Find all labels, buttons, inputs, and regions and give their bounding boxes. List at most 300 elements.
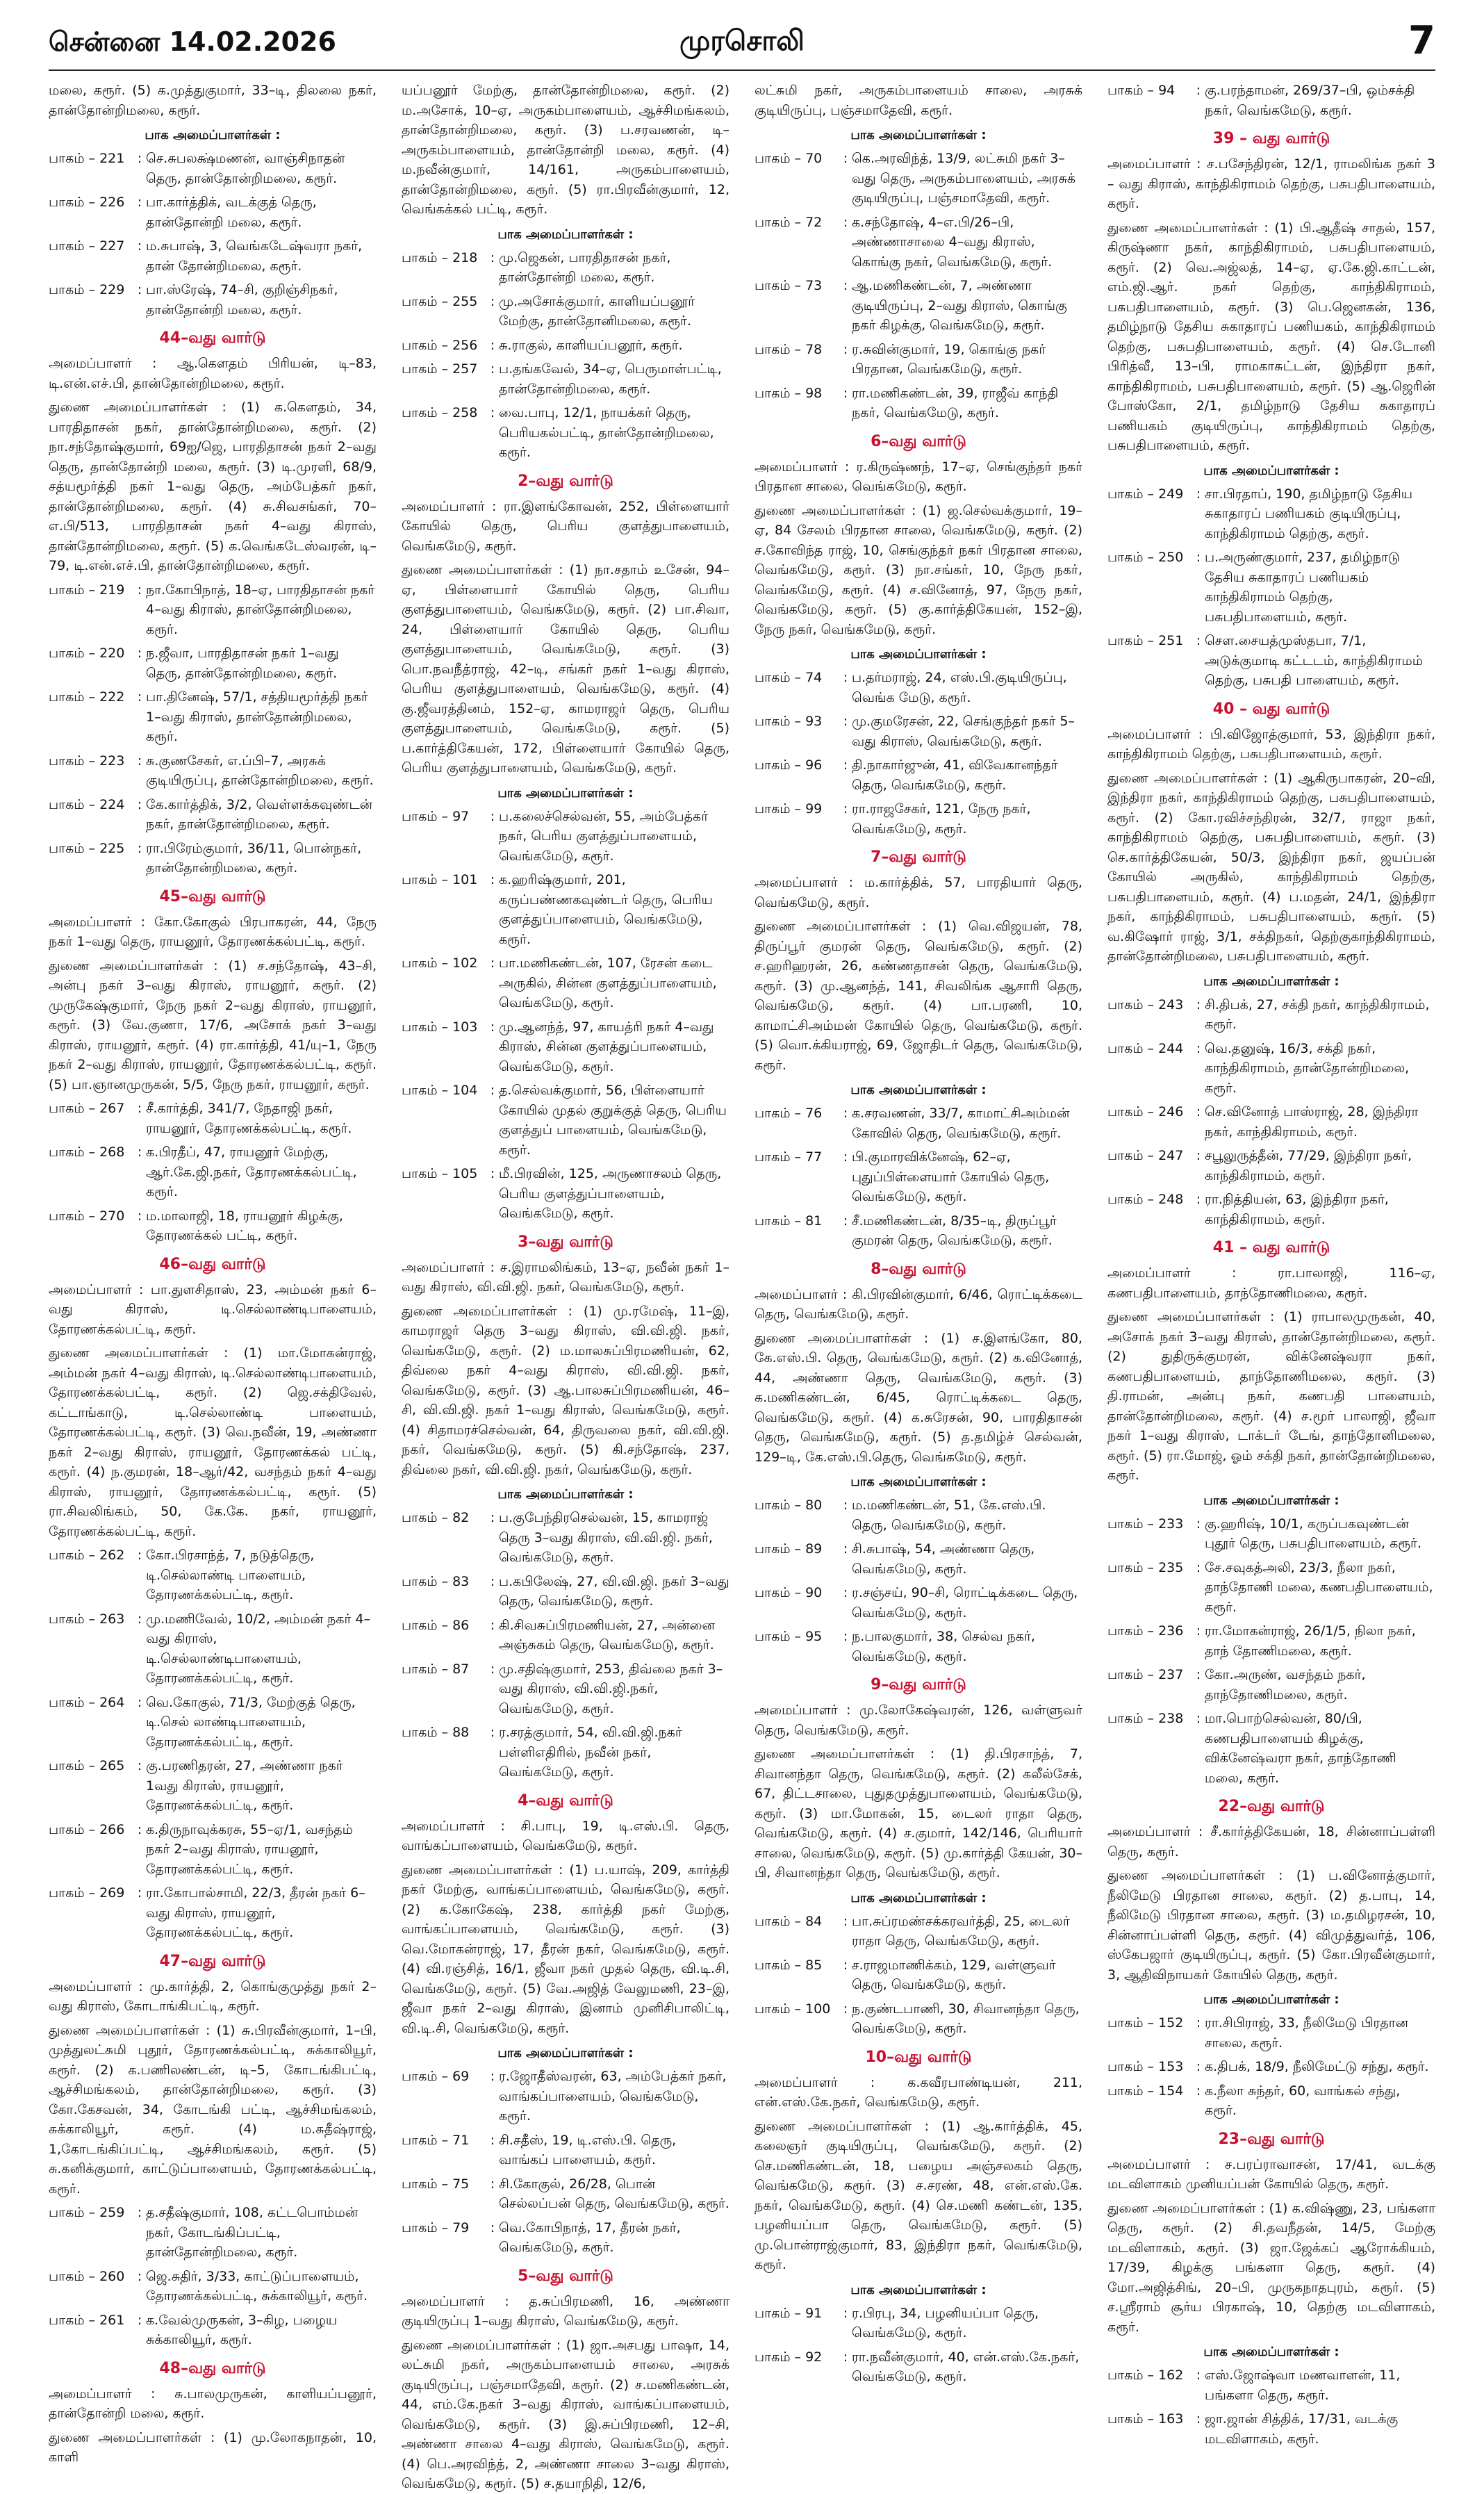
booth-number: பாகம் – 237 xyxy=(1107,1667,1184,1682)
separator-colon: : xyxy=(137,238,142,254)
separator-colon: : xyxy=(843,2001,848,2017)
booth-person: ர.சுவின்குமார், 19, கொங்கு நகர் பிரதான, வெங்கமேடு, கரூர். xyxy=(852,341,1046,377)
subheading: பாக அமைப்பாளர்கள் : xyxy=(850,2282,987,2297)
booth-row xyxy=(49,236,377,276)
column-1 xyxy=(49,81,377,2465)
separator-colon: : xyxy=(843,714,848,729)
booth-number: பாகம் – 255 xyxy=(402,293,478,309)
separator-colon: : xyxy=(1196,1667,1201,1682)
booth-person: ர.ஜோதீஸ்வரன், 63, அம்பேத்கர் நகர், வாங்கப்பாளையம், வெங்கமேடு, கரூர். xyxy=(499,2069,727,2124)
separator-colon: : xyxy=(490,1166,495,1181)
booth-number: பாகம் – 92 xyxy=(755,2349,823,2365)
booth-number: பாகம் – 86 xyxy=(402,1617,470,1633)
booth-number: பாகம் – 78 xyxy=(755,341,823,357)
booth-row xyxy=(755,799,1082,839)
booth-row xyxy=(49,1206,377,1246)
booth-list xyxy=(755,668,1082,839)
booth-number: பாகம் – 153 xyxy=(1107,2059,1184,2074)
booth-row xyxy=(402,2218,729,2258)
paragraph: துணை அமைப்பாளர்கள் : (1) மா.மோகன்ராஜ், அம்மன் நகர் 4–வது கிராஸ், டி.செல்லாண்டிபாளையம், தோரணக்கல்பட்டி, கரூர். (2) ஜெ.சக்திவேல், கட்டாங்காடு, டி.செல்லாண்டி பாளையம், தோரணக்கல்பட்டி, கரூர். (3) வெ.நவீன், 19, அண்ணா நகர் 2–வது கிராஸ், ராயனூர், தோரணக்கல் பட்டி, கரூர். (4) ந.குமரன், 18–ஆர்/42, வசந்தம் நகர் 4–வது கிராஸ், ராயனூர், தோரணக்கல்பட்டி, கரூர். (5) ரா.சிவலிங்கம், 50, கே.கே. நகர், ராயனூர், தோரணக்கல்பட்டி, கரூர். xyxy=(49,1345,377,1539)
booth-person: செ.சுபலக்ஷ்மணன், வாஞ்சிநாதன் தெரு, தான்தோன்றிமலை, கரூர். xyxy=(146,151,345,186)
booth-number: பாகம் – 247 xyxy=(1107,1148,1184,1163)
booth-number: பாகம் – 265 xyxy=(49,1758,125,1773)
ward-heading: 47–வது வார்டு xyxy=(159,1952,266,1970)
booth-person: ஜா.ஜான் சித்திக், 17/31, வடக்கு மடவிளாகம், கரூர். xyxy=(1205,2411,1399,2447)
separator-colon: : xyxy=(1196,1623,1201,1639)
booth-row xyxy=(755,1955,1082,1995)
booth-number: பாகம் – 244 xyxy=(1107,1040,1184,1056)
booth-number: பாகம் – 268 xyxy=(49,1145,125,1160)
booth-row xyxy=(755,1583,1082,1623)
column-4 xyxy=(1107,81,1435,2447)
booth-number: பாகம் – 69 xyxy=(402,2069,470,2084)
booth-person: சி.சதீஸ், 19, டி.எஸ்.பி. தெரு, வாங்கப் பாளையம், கரூர். xyxy=(499,2132,677,2167)
booth-number: பாகம் – 87 xyxy=(402,1661,470,1677)
booth-person: கோ.அருண், வசந்தம் நகர், தாந்தோணிமலை, கரூர். xyxy=(1205,1667,1366,1703)
booth-row xyxy=(402,1616,729,1655)
booth-person: ந.குண்டபாணி, 30, சிவானந்தா தெரு, வெங்கமேடு, கரூர். xyxy=(852,2001,1080,2036)
booth-list xyxy=(755,1104,1082,1251)
paragraph: துணை அமைப்பாளர்கள் : (1) ப.யாஷ், 209, கார்த்தி நகர் மேற்கு, வாங்கப்பாளையம், வெங்கமேடு, கரூர். (2) க.கோகேஷ், 238, கார்த்தி நகர் மேற்கு, வாங்கப்பாளையம், வெங்கமேடு, கரூர். (3) வெ.மோகன்ராஜ், 17, தீரன் நகர், வெங்கமேடு, கரூர். (4) வி.ரஞ்சித், 16/1, ஜீவா நகர் முதல் தெரு, வி.டி.சி, வெங்கமேடு, கரூர். (5) வே.அஜித் வேலுமணி, 23–இ, ஜீவா நகர் 2–வது கிராஸ், இனாம் முனிசிபாலிட்டி, வி.டி.சி, வெங்கமேடு, கரூர். xyxy=(402,1862,729,2036)
paragraph: துணை அமைப்பாளர்கள் : (1) நா.சதாம் உசேன், 94–ஏ, பிள்ளையார் கோயில் தெரு, பெரிய குளத்துபாளையம், வெங்கமேடு, கரூர். (2) பா.சிவா, 24, பிள்ளையார் கோயில் தெரு, பெரிய குளத்துபாளையம், வெங்கமேடு, கரூர். (3) பொ.நவநீத்ராஜ், 42–டி, சங்கர் நகர் 1–வது கிராஸ், பெரிய குளத்துபாளையம், வெங்கமேடு, கரூர். (4) கு.ஜீவரத்தினம், 152–ஏ, காமராஜர் தெரு, பெரிய குளத்துபாளையம், வெங்கமேடு, கரூர். (5) ப.கார்த்திகேயன், 172, பிள்ளையார் கோயில் தெரு, பெரிய குளத்துபாளையம், வெங்கமேடு, கரூர். xyxy=(402,562,729,776)
booth-row xyxy=(49,2203,377,2263)
separator-colon: : xyxy=(490,2176,495,2192)
booth-person: ம.மணிகண்டன், 51, கே.எஸ்.பி. தெரு, வெங்கமேடு, கரூர். xyxy=(852,1498,1046,1533)
separator-colon: : xyxy=(490,293,495,309)
booth-person: க.ஹரிஷ்குமார், 201, கருப்பண்ணகவுண்டர் தெரு, பெரிய குளத்துப்பாளையம், வெங்கமேடு, கரூர். xyxy=(499,872,713,947)
booth-list xyxy=(1107,2013,1435,2121)
booth-row xyxy=(402,1723,729,1782)
booth-number: பாகம் – 101 xyxy=(402,872,478,887)
booth-person: க.வேல்முருகன், 3–கிழ, பழைய சுக்காலியூர், கரூர். xyxy=(146,2312,338,2347)
booth-person: ப.தர்மராஜ், 24, எஸ்.பி.குடியிருப்பு, வெங்க மேடு, கரூர். xyxy=(852,670,1067,705)
booth-row xyxy=(755,712,1082,751)
booth-person: ந.ஜீவா, பாரதிதாசன் நகர் 1–வது தெரு, தான்தோன்றிமலை, கரூர். xyxy=(146,646,339,681)
booth-person: சி.சுபாஷ், 54, அண்ணா தெரு, வெங்கமேடு, கரூர். xyxy=(852,1541,1035,1577)
paragraph: துணை அமைப்பாளர்கள் : (1) ஆ.கார்த்திக், 45, கலைஞர் குடியிருப்பு, வெங்கமேடு, கரூர். (2) செ.மணிகண்டன், 18, பழைய அஞ்சலகம் தெரு, வெங்கமேடு, கரூர். (3) ச.சரண், 48, என்.எஸ்.கே. நகர், வெங்கமேடு, கரூர். (4) செ.மணி கண்டன், 135, பழனியப்பா தெரு, வெங்கமேடு, கரூர். (5) மு.பொன்ராஜ்குமார், 83, இந்திரா நகர், வெங்கமேடு, கரூர். xyxy=(755,2118,1082,2272)
paragraph: துணை அமைப்பாளர்கள் : (1) ராபாலமுருகன், 40, அசோக் நகர் 3–வது கிராஸ், தான்தோன்றிமலை, கரூர். (2) துதிருக்குமரன், விக்னேஷ்வரா நகர், கணபதிபாளையம், தாந்தோணிமலை, கரூர். (3) தி.ராமன், அன்பு நகர், கணபதி பாளையம், தான்தோன்றிமலை, கரூர். (4) ச.மூர் பாலாஜி, ஜீவா நகர் 1–வது கிராஸ், டாக்டர் டேங், தாந்தோனிமலை, கரூர். (5) ரா.மோஜ், ஓம் சக்தி நகர், தான்தோன்றிமலை, கரூர். xyxy=(1107,1309,1435,1483)
paragraph: மலை, கரூர். (5) க.முத்துகுமார், 33–டி, திலலை நகர், தான்தோன்றிமலை, கரூர். xyxy=(49,83,377,118)
booth-row xyxy=(755,2347,1082,2387)
booth-person: க.சந்தோஷ், 4–எ.பி/26–பி, அண்ணாசாலை 4–வது கிராஸ், கொங்கு நகர், வெங்கமேடு, கரூர். xyxy=(852,214,1053,270)
booth-row xyxy=(755,668,1082,707)
booth-row xyxy=(1107,1146,1435,1186)
subheading: பாக அமைப்பாளர்கள் : xyxy=(1203,1992,1339,2007)
column-3 xyxy=(755,81,1082,2384)
separator-colon: : xyxy=(137,151,142,166)
booth-row xyxy=(402,248,729,288)
booth-person: ந.பாலகுமார், 38, செல்வ நகர், வெங்கமேடு, கரூர். xyxy=(852,1629,1035,1664)
ward-heading: 41 – வது வார்டு xyxy=(1212,1239,1330,1256)
booth-number: பாகம் – 249 xyxy=(1107,486,1184,502)
booth-number: பாகம் – 97 xyxy=(402,808,470,824)
booth-row xyxy=(49,280,377,320)
booth-list xyxy=(755,2304,1082,2387)
booth-number: பாகம் – 99 xyxy=(755,801,823,817)
booth-person: சீ.கார்த்தி, 341/7, நேதாஜி நகர், ராயனூர், தோரணக்கல்பட்டி, கரூர். xyxy=(146,1101,352,1136)
booth-list xyxy=(1107,995,1435,1230)
paragraph: அமைப்பாளர் : த.சுப்பிரமணி, 16, அண்ணா குடியிருப்பு 1–வது கிராஸ், வெங்கமேடு, கரூர். xyxy=(402,2293,729,2329)
booth-number: பாகம் – 219 xyxy=(49,582,125,598)
booth-row xyxy=(402,953,729,1013)
paragraph: துணை அமைப்பாளர்கள் : (1) சு.பிரவீன்குமார், 1–பி, முத்துலட்சுமி புதூர், தோரணக்கல்பட்டி, சுக்காலியூர், கரூர். (2) க.பணிலண்டன், டி–5, கோடங்கிபட்டி, ஆச்சிமங்கலம், தான்தோன்றிமலை, கரூர். (3) கோ.கேசவன், 34, கோடங்கி பட்டி, ஆச்சிமங்கலம், சுக்காலியூர், கரூர். (4) ம.சுதீஷ்ராஜ், 1,கோடங்கிப்பட்டி, ஆச்சிமங்கலம், கரூர். (5) சு.கனிக்குமார், காட்டுப்பாளையம், தோரணக்கல்பட்டி, கரூர். xyxy=(49,2022,377,2197)
booth-list xyxy=(402,807,729,1224)
page-number: 7 xyxy=(1408,18,1435,63)
booth-person: க.திபக், 18/9, நீலிமேட்டு சந்து, கரூர். xyxy=(1205,2059,1429,2074)
booth-number: பாகம் – 262 xyxy=(49,1548,125,1563)
separator-colon: : xyxy=(137,2312,142,2328)
booth-list xyxy=(402,1508,729,1782)
booth-number: பாகம் – 152 xyxy=(1107,2015,1184,2031)
booth-person: ச.ராஜமாணிக்கம், 129, வள்ளுவர் தெரு, வெங்கமேடு, கரூர். xyxy=(852,1957,1056,1992)
booth-number: பாகம் – 94 xyxy=(1107,83,1176,98)
separator-colon: : xyxy=(490,1661,495,1677)
booth-row xyxy=(49,1693,377,1753)
separator-colon: : xyxy=(490,1573,495,1589)
booth-row xyxy=(755,1539,1082,1579)
separator-colon: : xyxy=(843,1913,848,1929)
booth-row xyxy=(1107,1039,1435,1099)
booth-list xyxy=(755,1912,1082,2039)
separator-colon: : xyxy=(490,1725,495,1740)
booth-number: பாகம் – 98 xyxy=(755,385,823,401)
subheading: பாக அமைப்பாளர்கள் : xyxy=(1203,974,1339,989)
booth-number: பாகம் – 270 xyxy=(49,1208,125,1224)
paragraph: அமைப்பாளர் : சீ.கார்த்திகேயன், 18, சின்னாப்பள்ளி தெரு, கரூர். xyxy=(1107,1824,1435,1860)
booth-list xyxy=(1107,484,1435,691)
separator-colon: : xyxy=(843,1957,848,1973)
ward-heading: 9–வது வார்டு xyxy=(871,1676,966,1693)
booth-person: பி.குமாரவிக்னேஷ், 62–ஏ, புதுப்பிள்ளையார் கோயில் தெரு, வெங்கமேடு, கரூர். xyxy=(852,1149,1050,1204)
separator-colon: : xyxy=(1196,2411,1201,2427)
paragraph: துணை அமைப்பாளர்கள் : (1) வெ.விஜயன், 78, திருப்பூர் குமரன் தெரு, வெங்கமேடு, கரூர். (2) ச.ஹரிஹரன், 26, கண்ணதாசன் தெரு, வெங்கமேடு, கரூர். (3) மு.ஆனந்த், 141, சிவலிங்க ஆசாரி தெரு, வெங்கமேடு, கரூர். (4) பா.பரணி, 10, காமாட்சிஅம்மன் கோயில் தெரு, வெங்கமேடு, கரூர். (5) வொ.க்கியராஜ், 69, ஜோதிடர் தெரு, வெங்கமேடு, கரூர். xyxy=(755,919,1082,1073)
subheading: பாக அமைப்பாளர்கள் : xyxy=(850,1083,987,1097)
booth-number: பாகம் – 250 xyxy=(1107,550,1184,565)
paragraph: அமைப்பாளர் : சு.பாலமுருகன், காளியப்பனூர், தான்தோன்றி மலை, கரூர். xyxy=(49,2386,377,2421)
separator-colon: : xyxy=(137,646,142,661)
booth-person: சி.கோகுல், 26/28, பொன் செல்லப்பன் தெரு, வெங்கமேடு, கரூர். xyxy=(499,2176,729,2211)
paragraph: அமைப்பாளர் : ச.பரப்ராவாசன், 17/41, வடக்கு மடவிளாகம் முனியப்பன் கோயில் தெரு, கரூர். xyxy=(1107,2156,1435,2192)
booth-person: கு.பரணிதரன், 27, அண்ணா நகர் 1வது கிராஸ், ராயனூர், தோரணக்கல்பட்டி, கரூர். xyxy=(146,1758,343,1813)
booth-number: பாகம் – 95 xyxy=(755,1629,823,1644)
booth-person: க.சரவணன், 33/7, காமாட்சிஅம்மன் கோவில் தெரு, வெங்கமேடு, கரூர். xyxy=(852,1106,1070,1141)
separator-colon: : xyxy=(137,1101,142,1116)
separator-colon: : xyxy=(843,278,848,293)
separator-colon: : xyxy=(843,1629,848,1644)
booth-list xyxy=(402,248,729,463)
booth-number: பாகம் – 266 xyxy=(49,1821,125,1837)
booth-person: மு.மணிவேல், 10/2, அம்மன் நகர் 4–வது கிராஸ், டி.செல்லாண்டிபாளையம், தோரணக்கல்பட்டி, கரூர். xyxy=(146,1611,371,1686)
booth-person: சபூலுருத்தீன், 77/29, இந்திரா நகர், காந்திகிராமம், கரூர். xyxy=(1205,1148,1412,1183)
booth-number: பாகம் – 221 xyxy=(49,151,125,166)
booth-person: ப.கபிலேஷ், 27, வி.வி.ஜி. நகர் 3–வது தெரு, வெங்கமேடு, கரூர். xyxy=(499,1573,729,1609)
booth-number: பாகம் – 229 xyxy=(49,282,125,297)
paragraph: துணை அமைப்பாளர்கள் : (1) ஜ.செல்வக்குமார், 19–ஏ, 84 சேலம் பிரதான சாலை, வெங்கமேடு, கரூர். (2) ச.கோவிந்த ராஜ், 10, செங்குந்தர் நகர் பிரதான சாலை, வெங்கமேடு, கரூர். (3) நா.சங்கர், 10, நேரு நகர், வெங்கமேடு, கரூர். (4) ச.வினோத், 97, நேரு நகர், வெங்கமேடு, கரூர். (5) கு.கார்த்திகேயன், 152–இ, நேரு நகர், வெங்கமேடு, கரூர். xyxy=(755,502,1082,637)
booth-row xyxy=(49,1545,377,1605)
separator-colon: : xyxy=(137,1758,142,1773)
booth-row xyxy=(1107,1102,1435,1142)
separator-colon: : xyxy=(843,385,848,401)
separator-colon: : xyxy=(137,1208,142,1224)
booth-row xyxy=(1107,1665,1435,1705)
separator-colon: : xyxy=(137,1885,142,1901)
booth-person: வெ.கோபிநாத், 17, தீரன் நகர், வெங்கமேடு, கரூர். xyxy=(499,2220,681,2255)
booth-number: பாகம் – 225 xyxy=(49,840,125,856)
subheading: பாக அமைப்பாளர்கள் : xyxy=(850,128,987,142)
booth-number: பாகம் – 260 xyxy=(49,2268,125,2284)
separator-colon: : xyxy=(490,2069,495,2084)
booth-row xyxy=(49,2311,377,2350)
booth-row xyxy=(755,2304,1082,2343)
booth-number: பாகம் – 257 xyxy=(402,361,478,377)
city-date: சென்னை 14.02.2026 xyxy=(49,26,336,57)
booth-person: ரா.சிபிராஜ், 33, நீலிமேடு பிரதான சாலை, கரூர். xyxy=(1205,2015,1409,2051)
booth-row xyxy=(755,340,1082,379)
paragraph: அமைப்பாளர் : கோ.கோகுல் பிரபாகரன், 44, நேரு நகர் 1–வது தெரு, ராயனூர், தோரணக்கல்பட்டி, கரூர். xyxy=(49,914,377,949)
separator-colon: : xyxy=(490,1083,495,1098)
separator-colon: : xyxy=(490,808,495,824)
booth-person: மா.பொற்செல்வன், 80/பி, கணபதிபாளையம் கிழக்கு, விக்னேஷ்வரா நகர், தாந்தோணி மலை, கரூர். xyxy=(1205,1711,1396,1786)
booth-row xyxy=(755,276,1082,336)
booth-person: ர.சரத்குமார், 54, வி.வி.ஜி.நகர் பள்ளிஎதிரில், நவீன் நகர், வெங்கமேடு, கரூர். xyxy=(499,1725,682,1780)
booth-person: க.திருநாவுக்கரசு, 55–ஏ/1, வசந்தம் நகர் 2–வது கிராஸ், ராயனூர், தோரணக்கல்பட்டி, கரூர். xyxy=(146,1821,353,1877)
booth-person: சா.பிரதாப், 190, தமிழ்நாடு தேசிய சுகாதாரப் பணியகம் குடியிருப்பு, காந்திகிராமம் தெற்கு, கரூர். xyxy=(1205,486,1413,541)
ward-heading: 40 – வது வார்டு xyxy=(1212,700,1330,718)
booth-row xyxy=(1107,1558,1435,1618)
paragraph: அமைப்பாளர் : ரா.இளங்கோவன், 252, பிள்ளையார் கோயில் தெரு, பெரிய குளத்துபாளையம், வெங்கமேடு, கரூர். xyxy=(402,498,729,554)
paragraph: அமைப்பாளர் : கி.பிரவின்குமார், 6/46, ரொட்டிக்கடை தெரு, வெங்கமேடு, கரூர். xyxy=(755,1286,1082,1322)
booth-person: ஜெ.சுதிர், 3/33, காட்டுப்பாளையம், தோரணக்கல்பட்டி, சுக்காலியூர், கரூர். xyxy=(146,2268,368,2304)
separator-colon: : xyxy=(137,1611,142,1627)
booth-row xyxy=(755,1147,1082,1207)
paragraph: துணை அமைப்பாளர்கள் : (1) மு.ரமேஷ், 11–இ, காமராஜர் தெரு 3–வது கிராஸ், வி.வி.ஜி. நகர், வெங்கமேடு, கரூர். (2) ம.மாலசுப்பிரமணியன், 62, திவ்லை நகர் 4–வது கிராஸ், வி.வி.ஜி. நகர், வெங்கமேடு, கரூர். (3) ஆ.பாலசுப்பிரமணியன், 46–சி, வி.வி.ஜி. நகர் 1–வது கிராஸ், வெங்கமேடு, கரூர். (4) சிதாமரச்செல்வன், 64, திருவலை நகர், வி.வி.ஜி. நகர், வெங்கமேடு, கரூர். (5) கி.சந்தோஷ், 237, திவ்லை நகர், வி.வி.ஜி. நகர், வெங்கமேடு, கரூர். xyxy=(402,1303,729,1477)
booth-number: பாகம் – 235 xyxy=(1107,1559,1184,1575)
booth-person: தி.நாகார்ஜுன், 41, விவேகானந்தர் தெரு, வெங்கமேடு, கரூர். xyxy=(852,757,1058,793)
ward-heading: 4–வது வார்டு xyxy=(518,1791,613,1810)
booth-person: சே.சவுகத்அலி, 23/3, நீலா நகர், தாந்தோணி மலை, கணபதிபாளையம், கரூர். xyxy=(1205,1559,1433,1615)
booth-person: பா.ஸ்ரேஷ், 74–சி, குறிஞ்சிநகர், தான்தோன்றி மலை, கரூர். xyxy=(146,282,338,318)
subheading: பாக அமைப்பாளர்கள் : xyxy=(1203,2345,1339,2359)
ward-heading: 6–வது வார்டு xyxy=(871,432,966,450)
booth-number: பாகம் – 72 xyxy=(755,214,823,230)
booth-person: ரா.நித்தியன், 63, இந்திரா நகர், காந்திகிராமம், கரூர். xyxy=(1205,1192,1389,1227)
booth-row xyxy=(1107,2365,1435,2405)
ward-heading: 22–வது வார்டு xyxy=(1218,1798,1325,1815)
booth-person: பா.கார்த்திக், வடக்குத் தெரு, தான்தோன்றி மலை, கரூர். xyxy=(146,195,317,230)
booth-person: கோ.பிரசாந்த், 7, நடுத்தெரு, டி.செல்லாண்டி பாளையம், தோரணக்கல்பட்டி, கரூர். xyxy=(146,1548,315,1602)
separator-colon: : xyxy=(1196,2368,1201,2383)
paragraph: துணை அமைப்பாளர்கள் : (1) பி.ஆதீஷ் சாதல், 157, கிருஷ்ணா நகர், காந்திகிராமம், பசுபதிபாளையம், கரூர். (2) வெ.அஜ்லத், 14–ஏ, ஏ.கே.ஜி.காட்டன், எம்.ஜி.ஆர். நகர் தெற்கு, காந்திகிராமம், பசுபதிபாளையம், கரூர். (3) பெ.ஜெனகன், 136, தமிழ்நாடு தேசிய சுகாதாரப் பணியகம், காந்திகிராமம் தெற்கு, பசுபதிபாளையம், கரூர். (4) செ.டோனி பிரித்வீ, 13–பி, ராமகாசுட்டன், இந்திரா நகர், காந்திகிராமம், பசுபதிபாளையம், கரூர். (5) ஆ.ஜெரின் போஸ்கோ, 2/1, தமிழ்நாடு தேசிய சுகாதாரப் பணியகம் குடியிருப்பு, காந்திகிராமம் தெற்கு, பசுபதிபாளையம், கரூர். xyxy=(1107,220,1435,453)
booth-row xyxy=(1107,631,1435,691)
booth-number: பாகம் – 261 xyxy=(49,2312,125,2328)
booth-row xyxy=(402,1164,729,1224)
separator-colon: : xyxy=(137,840,142,856)
subheading: பாக அமைப்பாளர்கள் : xyxy=(1203,1493,1339,1508)
booth-row xyxy=(1107,2057,1435,2077)
booth-list xyxy=(49,149,377,320)
booth-row xyxy=(1107,1514,1435,1554)
separator-colon: : xyxy=(843,1498,848,1513)
paragraph: அமைப்பாளர் : மு.கார்த்தி, 2, கொங்குமுத்து நகர் 2–வது கிராஸ், கோடாங்கிபட்டி, கரூர். xyxy=(49,1978,377,2014)
booth-person: ரா.ராஜசேகர், 121, நேரு நகர், வெங்கமேடு, கரூர். xyxy=(852,801,1031,837)
separator-colon: : xyxy=(137,582,142,598)
booth-number: பாகம் – 73 xyxy=(755,278,823,293)
ward-heading: 48–வது வார்டு xyxy=(159,2359,266,2377)
separator-colon: : xyxy=(490,1510,495,1525)
booth-number: பாகம் – 264 xyxy=(49,1694,125,1710)
separator-colon: : xyxy=(137,1821,142,1837)
separator-colon: : xyxy=(490,872,495,887)
ward-heading: 5–வது வார்டு xyxy=(518,2267,613,2285)
booth-person: சீ.மணிகண்டன், 8/35–டி, திருப்பூர் குமரன் தெரு, வெங்கமேடு, கரூர். xyxy=(852,1213,1057,1248)
separator-colon: : xyxy=(137,2205,142,2220)
booth-row xyxy=(1107,2081,1435,2121)
separator-colon: : xyxy=(843,1213,848,1229)
booth-person: ரா.மோகன்ராஜ், 26/1/5, நிலா நகர், தாந் தோணிமலை, கரூர். xyxy=(1205,1623,1416,1659)
booth-number: பாகம் – 233 xyxy=(1107,1516,1184,1532)
booth-row xyxy=(755,384,1082,423)
booth-person: ர.பிரபு, 34, பழனியப்பா தெரு, வெங்கமேடு, கரூர். xyxy=(852,2305,1039,2340)
booth-person: மு.ஆனந்த், 97, காயத்ரி நகர் 4–வது கிராஸ், சின்ன குளத்துப்பாளையம், வெங்கமேடு, கரூர். xyxy=(499,1019,714,1074)
paragraph: அமைப்பாளர் : சி.பாபு, 19, டி.எஸ்.பி. தெரு, வாங்கப்பாளையம், வெங்கமேடு, கரூர். xyxy=(402,1818,729,1853)
booth-row xyxy=(402,2067,729,2126)
booth-row xyxy=(49,1609,377,1689)
separator-colon: : xyxy=(137,1145,142,1160)
booth-row xyxy=(49,643,377,683)
booth-row xyxy=(402,359,729,399)
booth-row xyxy=(49,1820,377,1880)
booth-row xyxy=(755,149,1082,208)
booth-number: பாகம் – 267 xyxy=(49,1101,125,1116)
booth-row xyxy=(49,1756,377,1816)
booth-list xyxy=(755,1495,1082,1666)
booth-row xyxy=(49,1883,377,1943)
booth-row xyxy=(755,1627,1082,1666)
booth-person: நா.கோபிநாத், 18–ஏ, பாரதிதாசன் நகர் 4–வது கிராஸ், தான்தோன்றிமலை, கரூர். xyxy=(146,582,375,637)
booth-row xyxy=(402,1659,729,1719)
booth-person: மீ.பிரவின், 125, அருணாசலம் தெரு, பெரிய குளத்துப்பாளையம், வெங்கமேடு, கரூர். xyxy=(499,1166,722,1221)
booth-row xyxy=(1107,81,1435,120)
booth-number: பாகம் – 163 xyxy=(1107,2411,1184,2427)
booth-person: சு.ராகுல், காளியப்பனூர், கரூர். xyxy=(499,337,683,353)
booth-row xyxy=(402,1081,729,1160)
booth-person: ம.சுபாஷ், 3, வெங்கடேஷ்வரா நகர், தான் தோன்றிமலை, கரூர். xyxy=(146,238,363,274)
booth-person: ரா.மணிகண்டன், 39, ராஜீவ் காந்தி நகர், வெங்கமேடு, கரூர். xyxy=(852,385,1059,420)
separator-colon: : xyxy=(1196,1516,1201,1532)
booth-number: பாகம் – 220 xyxy=(49,646,125,661)
booth-number: பாகம் – 70 xyxy=(755,151,823,166)
separator-colon: : xyxy=(843,1541,848,1557)
separator-colon: : xyxy=(1196,1040,1201,1056)
paragraph: துணை அமைப்பாளர்கள் : (1) ச.சந்தோஷ், 43–சி, அன்பு நகர் 3–வது கிராஸ், ராயனூர், கரூர். (2) முருகேஷ்குமார், நேரு நகர் 2–வது கிராஸ், ராயனூர், கரூர். (3) வே.குணா, 17/6, அசோக் நகர் 3–வது கிராஸ், ராயனூர், கரூர். (4) ரா.கார்த்தி, 41/யு–1, நேரு நகர் 2–வது கிராஸ், ராயனூர், தோரணக்கல்பட்டி, கரூர். (5) பா.ஞானமுருகன், 5/5, நேரு நகர், ராயனூர், கரூர். xyxy=(49,958,377,1092)
ward-heading: 8–வது வார்டு xyxy=(871,1260,966,1278)
paragraph: துணை அமைப்பாளர்கள் : (1) க.விஷ்ணு, 23, பங்களா தெரு, கரூர். (2) சி.தவநீதன், 14/5, மேற்கு மடவிளாகம், கரூர். (3) ஜா.ஜேக்கப் ஆரோக்கியம், 17/39, கிழக்கு பங்களா தெரு, கரூர். (4) மோ.அஜித்சிங், 20–பி, முருகநாதபுரம், கரூர். (5) ச.ஸ்ரீராம் சூர்ய பிரகாஷ், 10, தெற்கு மடவிளாகம், கரூர். xyxy=(1107,2200,1435,2335)
booth-number: பாகம் – 82 xyxy=(402,1510,470,1525)
booth-number: பாகம் – 259 xyxy=(49,2205,125,2220)
booth-person: மு.குமரேசன், 22, செங்குந்தர் நகர் 5–வது கிராஸ், வெங்கமேடு, கரூர். xyxy=(852,714,1075,749)
subheading: பாக அமைப்பாளர்கள் : xyxy=(145,128,281,142)
paragraph: அமைப்பாளர் : ஆ.கௌதம் பிரியன், டி–83, டி.என்.எச்.பி, தான்தோன்றிமலை, கரூர். xyxy=(49,356,377,391)
booth-person: வெ.தனுஷ், 16/3, சக்தி நகர், காந்திகிராமம், தான்தோன்றிமலை, கரூர். xyxy=(1205,1040,1410,1096)
booth-person: த.சதீஷ்குமார், 108, கட்டபொம்மன் நகர், கோடங்கிப்பட்டி, தான்தோன்றிமலை, கரூர். xyxy=(146,2205,358,2260)
booth-row xyxy=(1107,484,1435,544)
separator-colon: : xyxy=(137,689,142,705)
paragraph: லட்சுமி நகர், அருகம்பாளையம் சாலை, அரசுக் குடியிருப்பு, பஞ்சமாதேவி, கரூர். xyxy=(755,83,1082,118)
booth-row xyxy=(1107,1709,1435,1788)
booth-number: பாகம் – 223 xyxy=(49,753,125,769)
booth-number: பாகம் – 243 xyxy=(1107,996,1184,1012)
separator-colon: : xyxy=(1196,83,1201,98)
booth-list xyxy=(1107,81,1435,120)
booth-list xyxy=(402,2067,729,2258)
separator-colon: : xyxy=(1196,1192,1201,1207)
booth-person: பா.தினேஷ், 57/1, சத்தியமூர்த்தி நகர் 1–வது கிராஸ், தான்தோன்றிமலை, கரூர். xyxy=(146,689,368,744)
ward-heading: 23–வது வார்டு xyxy=(1218,2130,1325,2148)
separator-colon: : xyxy=(843,341,848,357)
ward-heading: 46–வது வார்டு xyxy=(159,1255,266,1273)
booth-row xyxy=(1107,2409,1435,2449)
booth-person: சௌ.சையத்முஸ்தபா, 7/1, அடுக்குமாடி கட்டடம், காந்திகிராமம் தெற்கு, பசுபதி பாளையம், கரூர். xyxy=(1205,633,1423,688)
booth-row xyxy=(402,2174,729,2214)
booth-number: பாகம் – 93 xyxy=(755,714,823,729)
booth-number: பாகம் – 81 xyxy=(755,1213,823,1229)
booth-person: கே.கார்த்திக், 3/2, வெள்ளக்கவுண்டன் நகர், தான்தோன்றிமலை, கரூர். xyxy=(146,796,372,832)
booth-person: சி.திபக், 27, சக்தி நகர், காந்திகிராமம், கரூர். xyxy=(1205,996,1430,1032)
booth-row xyxy=(402,1508,729,1568)
paragraph: அமைப்பாளர் : ச.இராமலிங்கம், 13–ஏ, நவீன் நகர் 1–வது கிராஸ், வி.வி.ஜி. நகர், வெங்கமேடு, கரூர். xyxy=(402,1259,729,1295)
booth-number: பாகம் – 238 xyxy=(1107,1711,1184,1726)
booth-number: பாகம் – 75 xyxy=(402,2176,470,2192)
booth-number: பாகம் – 100 xyxy=(755,2001,831,2017)
booth-number: பாகம் – 236 xyxy=(1107,1623,1184,1639)
booth-list xyxy=(1107,2365,1435,2449)
newspaper-title: முரசொலி xyxy=(679,25,805,57)
booth-number: பாகம் – 74 xyxy=(755,670,823,685)
booth-number: பாகம் – 96 xyxy=(755,757,823,773)
ward-heading: 10–வது வார்டு xyxy=(865,2048,972,2066)
booth-person: சு.குணசேகர், எ.ப்பி–7, அரசுக் குடியிருப்பு, தான்தோன்றிமலை, கரூர். xyxy=(146,753,374,788)
booth-number: பாகம் – 226 xyxy=(49,195,125,210)
separator-colon: : xyxy=(843,801,848,817)
booth-number: பாகம் – 85 xyxy=(755,1957,823,1973)
booth-person: ர.சஞ்சய், 90–சி, ரொட்டிக்கடை தெரு, வெங்கமேடு, கரூர். xyxy=(852,1585,1078,1621)
booth-person: செ.வினோத் பாஸ்ராஜ், 28, இந்திரா நகர், காந்திகிராமம், கரூர். xyxy=(1205,1104,1419,1140)
subheading: பாக அமைப்பாளர்கள் : xyxy=(497,2046,634,2060)
separator-colon: : xyxy=(1196,2059,1201,2074)
booth-row xyxy=(755,1912,1082,1951)
booth-number: பாகம் – 90 xyxy=(755,1585,823,1600)
paragraph: அமைப்பாளர் : க.கவீரபாண்டியன், 211, என்.எஸ்.கே.நகர், வெங்கமேடு, கரூர். xyxy=(755,2074,1082,2110)
booth-number: பாகம் – 248 xyxy=(1107,1192,1184,1207)
booth-row xyxy=(1107,1190,1435,1229)
separator-colon: : xyxy=(490,2220,495,2235)
booth-number: பாகம் – 227 xyxy=(49,238,125,254)
booth-person: கு.பரந்தாமன், 269/37–பி, ஒம்சக்தி நகர், வெங்கமேடு, கரூர். xyxy=(1205,83,1415,118)
separator-colon: : xyxy=(490,249,495,265)
paragraph: அமைப்பாளர் : ச.பசேந்திரன், 12/1, ராமலிங்க நகர் 3 – வது கிராஸ், காந்திகிராமம் தெற்கு, பசுபதிபாளையம், கரூர். xyxy=(1107,156,1435,211)
separator-colon: : xyxy=(1196,1104,1201,1119)
paragraph: அமைப்பாளர் : பி.விஜோத்குமார், 53, இந்திரா நகர், காந்திகிராமம் தெற்கு, பசுபதிபாளையம், கரூர். xyxy=(1107,726,1435,762)
booth-list xyxy=(49,1545,377,1943)
booth-row xyxy=(49,795,377,835)
paragraph: துணை அமைப்பாளர்கள் : (1) ஆகிருபாகரன், 20–வி, இந்திரா நகர், காந்திகிராமம் தெற்கு, பசுபதிபாளையம், கரூர். (2) கோ.ரவிச்சந்திரன், 32/7, ராஜா நகர், காந்திகிராமம் தெற்கு, பசுபதிபாளையம், கரூர். (3) செ.கார்த்திகேயன், 50/3, இந்திரா நகர், ஜயப்பன் கோயில் அருகில், காந்திகிராமம் தெற்கு, பசுபதிபாளையம், கரூர். (4) ப.மதன், 24/1, இந்திரா நகர், காந்திகிராமம், பசுபதிபாளையம், கரூர். (5) வ.கிஷோர் ராஜ், 3/1, சக்திநகர், தெற்குகாந்திகிராமம், தான்தோன்றிமலை, பசுபதிபாளையம், கரூர். xyxy=(1107,770,1435,964)
booth-row xyxy=(402,807,729,867)
booth-person: ப.குபேந்திரசெல்வன், 15, காமராஜ் தெரு 3–வது கிராஸ், வி.வி.ஜி. நகர், வெங்கமேடு, கரூர். xyxy=(499,1510,713,1565)
booth-person: கி.சிவசுப்பிரமணியன், 27, அன்னை அஞ்சுகம் தெரு, வெங்கமேடு, கரூர். xyxy=(499,1617,715,1652)
separator-colon: : xyxy=(1196,550,1201,565)
separator-colon: : xyxy=(490,337,495,353)
booth-row xyxy=(402,1572,729,1611)
